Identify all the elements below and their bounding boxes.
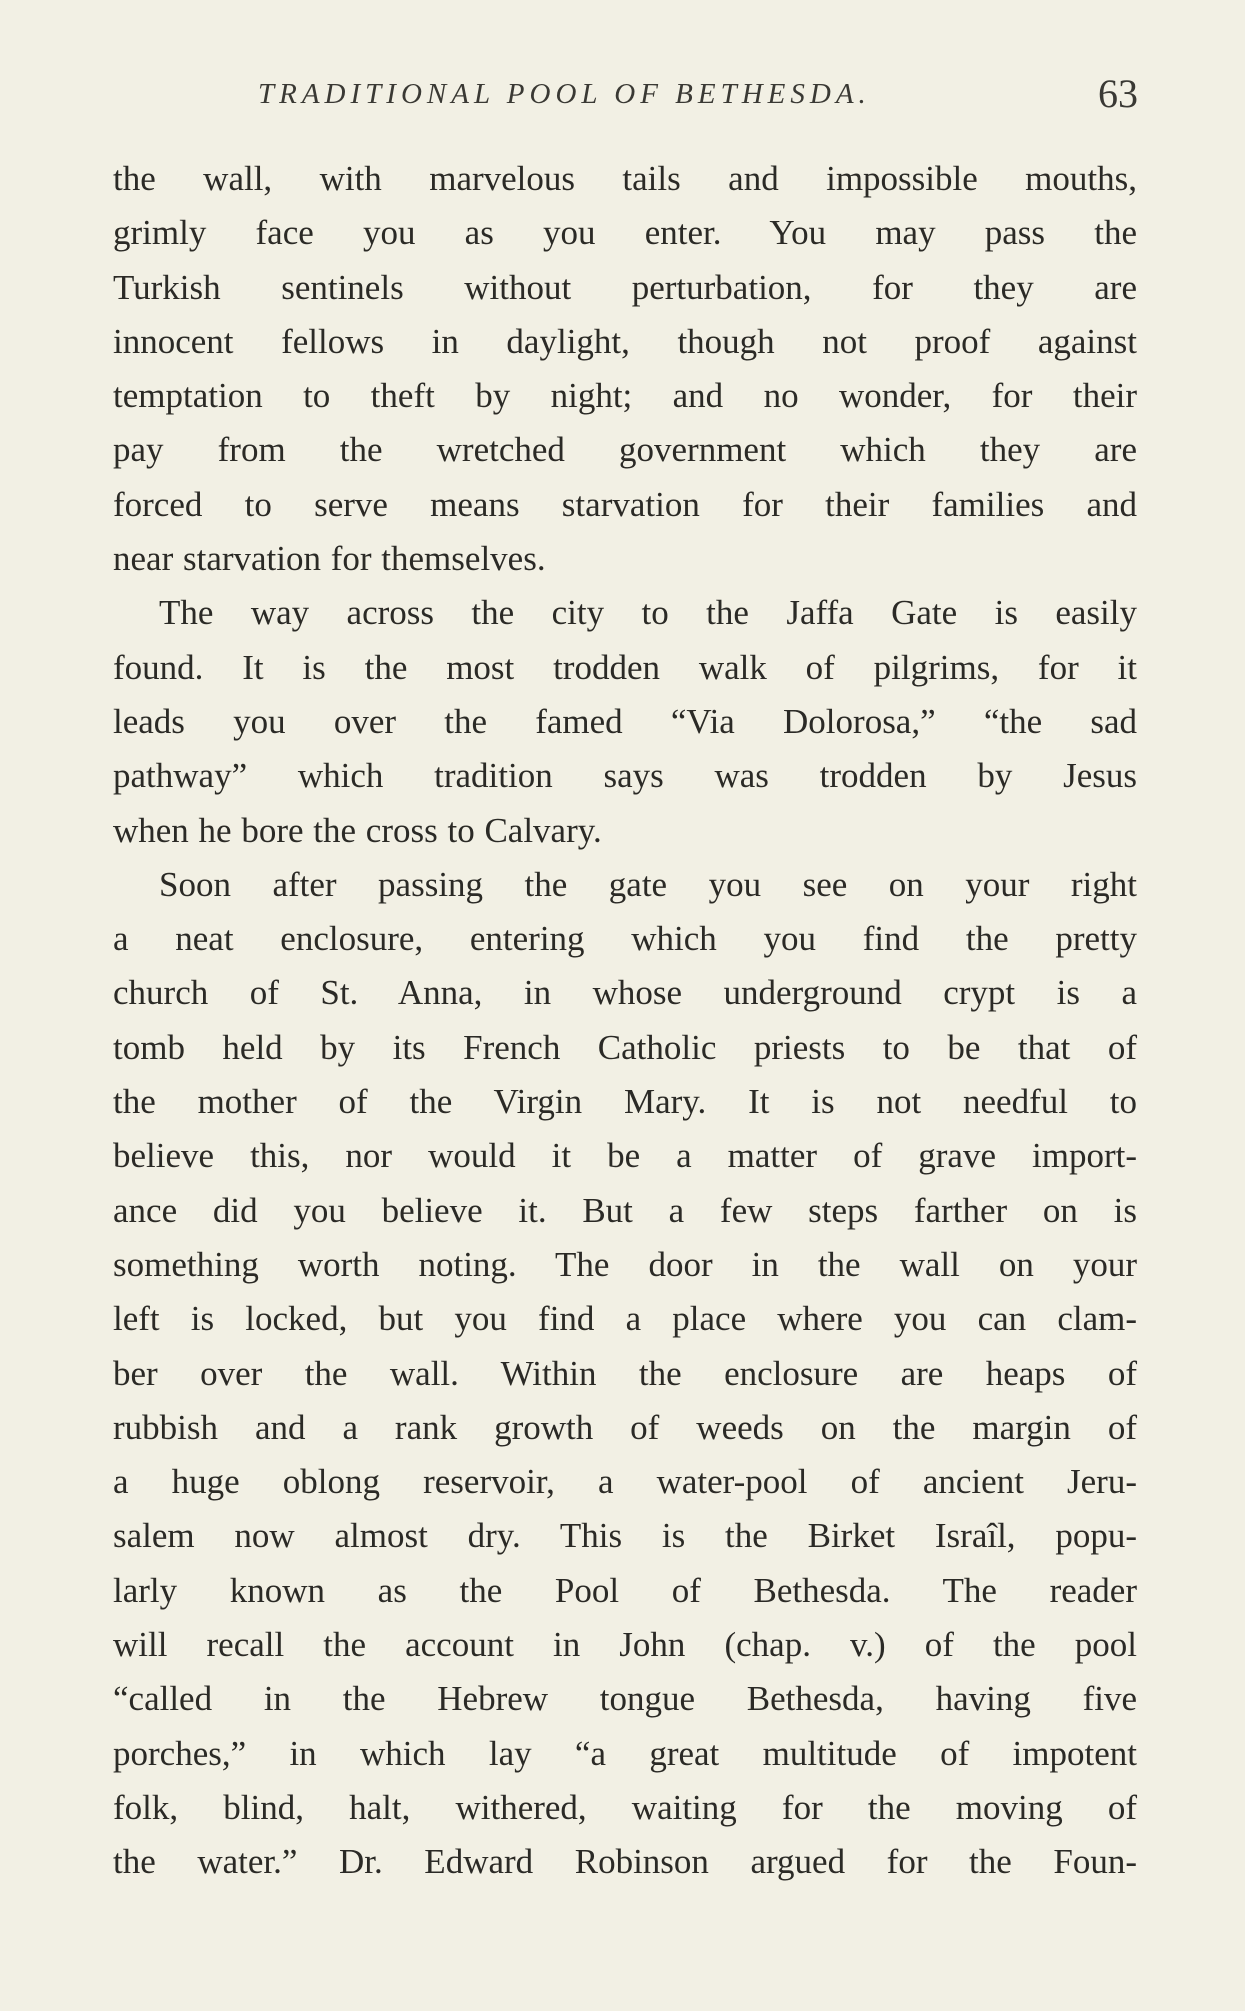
text-line: temptation to theft by night; and no wonder, for their <box>113 376 1137 416</box>
text-line: forced to serve means starvation for their families and <box>113 484 1137 524</box>
text-line: believe this, nor would it be a matter of grave import- <box>113 1136 1137 1176</box>
text-line: ance did you believe it. But a few steps farther on is <box>113 1190 1137 1230</box>
text-line: larly known as the Pool of Bethesda. The reader <box>113 1570 1137 1610</box>
text-line: innocent fellows in daylight, though not proof against <box>113 321 1137 361</box>
text-line: folk, blind, halt, withered, waiting for the moving of <box>113 1787 1137 1827</box>
text-line: Turkish sentinels without perturbation, for they are <box>113 267 1137 307</box>
text-line: near starvation for themselves. <box>113 539 546 579</box>
text-line: found. It is the most trodden walk of pilgrims, for it <box>113 647 1137 687</box>
text-line: a neat enclosure, entering which you find the pretty <box>113 919 1137 959</box>
text-line: leads you over the famed “Via Dolorosa,” “the sad <box>113 701 1137 741</box>
text-line: when he bore the cross to Calvary. <box>113 810 602 850</box>
text-line: The way across the city to the Jaffa Gate is easily <box>159 593 1137 633</box>
running-head <box>258 70 1138 130</box>
text-line: a huge oblong reservoir, a water-pool of ancient Jeru- <box>113 1462 1137 1502</box>
text-line: tomb held by its French Catholic priests to be that of <box>113 1027 1137 1067</box>
text-line: porches,” in which lay “a great multitude of impotent <box>113 1733 1137 1773</box>
text-line: grimly face you as you enter. You may pass the <box>113 213 1137 253</box>
text-line: the water.” Dr. Edward Robinson argued for the Foun- <box>113 1842 1137 1882</box>
text-line: Soon after passing the gate you see on your right <box>159 864 1137 904</box>
text-line: church of St. Anna, in whose underground crypt is a <box>113 973 1137 1013</box>
text-line: left is locked, but you find a place where you can clam- <box>113 1299 1137 1339</box>
text-line: will recall the account in John (chap. v.) of the pool <box>113 1625 1137 1665</box>
text-line: “called in the Hebrew tongue Bethesda, having five <box>113 1679 1137 1719</box>
body-text <box>113 152 1137 1890</box>
text-line: pay from the wretched government which they are <box>113 430 1137 470</box>
page-number: 63 <box>1098 71 1138 116</box>
text-line: rubbish and a rank growth of weeds on the margin of <box>113 1407 1137 1447</box>
text-line: salem now almost dry. This is the Birket Israîl, popu- <box>113 1516 1137 1556</box>
text-line: the wall, with marvelous tails and impossible mouths, <box>113 159 1137 198</box>
text-line: the mother of the Virgin Mary. It is not needful to <box>113 1082 1137 1122</box>
text-line: pathway” which tradition says was trodden by Jesus <box>113 756 1137 796</box>
text-line: something worth noting. The door in the wall on your <box>113 1244 1137 1284</box>
text-line: ber over the wall. Within the enclosure are heaps of <box>113 1353 1137 1393</box>
running-title: TRADITIONAL POOL OF BETHESDA. <box>258 78 871 110</box>
